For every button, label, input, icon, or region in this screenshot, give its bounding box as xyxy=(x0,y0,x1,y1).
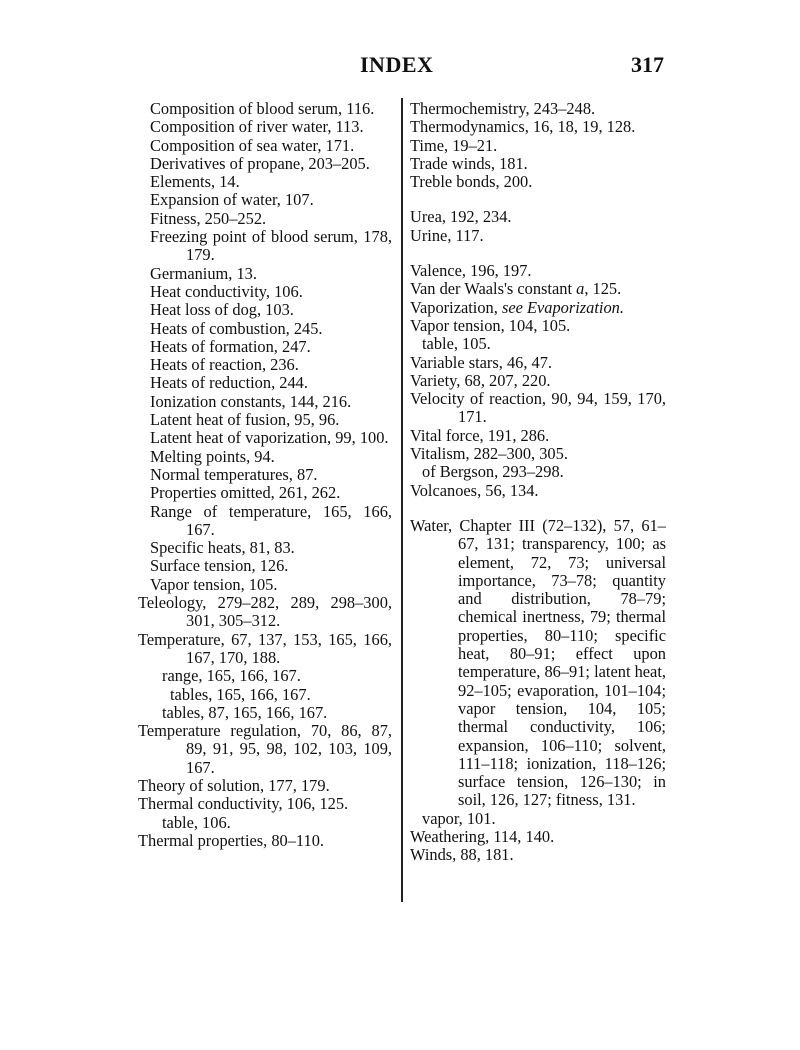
index-column-right xyxy=(410,100,666,865)
index-entry: Variety, 68, 207, 220. xyxy=(410,370,551,390)
index-entry: Melting points, 94. xyxy=(150,446,275,466)
index-entry: Vapor tension, 104, 105. xyxy=(410,315,571,335)
index-entry: Temperature, 67, 137, 153, 165, 166, 167, 170, 188. xyxy=(138,629,392,667)
index-entry: Germanium, 13. xyxy=(150,263,257,283)
index-entry: Volcanoes, 56, 134. xyxy=(410,480,539,500)
index-entry: Thermal conductivity, 106, 125. xyxy=(138,794,349,814)
index-entry: Surface tension, 126. xyxy=(150,556,289,576)
index-entry: Ionization constants, 144, 216. xyxy=(150,391,352,411)
page-header xyxy=(0,52,800,82)
index-entry: Derivatives of propane, 203–205. xyxy=(150,153,370,173)
index-entry: Specific heats, 81, 83. xyxy=(150,538,295,558)
index-entry: Fitness, 250–252. xyxy=(150,208,267,228)
index-section-gap xyxy=(410,245,666,262)
index-entry: Treble bonds, 200. xyxy=(410,172,533,192)
index-entry: Vapor tension, 105. xyxy=(150,574,278,594)
index-entry: Heats of formation, 247. xyxy=(150,336,311,356)
index-entry: Composition of sea water, 171. xyxy=(150,135,355,155)
index-entry: Thermochemistry, 243–248. xyxy=(410,99,596,118)
index-entry: Trade winds, 181. xyxy=(410,153,528,173)
index-entry: Theory of solution, 177, 179. xyxy=(138,775,330,795)
index-entry: Time, 19–21. xyxy=(410,135,498,155)
index-entry: Range of temperature, 165, 166, 167. xyxy=(150,501,392,539)
index-entry: table, 105. xyxy=(422,334,491,354)
index-entry: Water, Chapter III (72–132), 57, 61–67, 131; transparency, 100; as element, 72, 73; universal importance, 73–78; quantity and distribution, 78–79; chemical inertness, 79; thermal properties, 80–110; specific heat, 80–91; effect upon temperature, 86–91; latent heat, 92–105; evaporation, 101–104; vapor tension, 104, 105; thermal conductivity, 106; expansion, 106–110; solvent, 111–118; ionization, 118–126; surface tension, 126–130; in soil, 126, 127; fitness, 131. xyxy=(410,515,666,810)
index-entry: Properties omitted, 261, 262. xyxy=(150,483,341,503)
index-entry: Thermodynamics, 16, 18, 19, 128. xyxy=(410,117,636,137)
column-divider xyxy=(401,98,403,902)
index-entry: vapor, 101. xyxy=(422,808,496,828)
index-entry: of Bergson, 293–298. xyxy=(422,462,564,482)
index-entry: Vitalism, 282–300, 305. xyxy=(410,444,568,464)
index-entry: Van der Waals's constant a, 125. xyxy=(410,279,622,299)
index-entry: Expansion of water, 107. xyxy=(150,190,314,210)
index-entry: Vital force, 191, 286. xyxy=(410,425,550,445)
index-entry: Latent heat of fusion, 95, 96. xyxy=(150,410,340,430)
index-entry: Elements, 14. xyxy=(150,172,240,192)
index-entry: Teleology, 279–282, 289, 298–300, 301, 305–312. xyxy=(138,593,392,631)
index-entry: Thermal properties, 80–110. xyxy=(138,830,325,850)
index-entry: Heats of combustion, 245. xyxy=(150,318,323,338)
index-entry: Composition of river water, 113. xyxy=(150,117,364,137)
index-entry: Freezing point of blood serum, 178, 179. xyxy=(150,227,392,265)
index-entry: Vaporization, see Evaporization. xyxy=(410,297,624,317)
index-entry: Weathering, 114, 140. xyxy=(410,826,555,846)
index-entry: Urine, 117. xyxy=(410,225,484,245)
index-entry: Valence, 196, 197. xyxy=(410,261,532,281)
index-column-left xyxy=(138,100,392,850)
index-entry: tables, 165, 166, 167. xyxy=(170,684,311,704)
index-section-gap xyxy=(410,191,666,208)
index-entry: Variable stars, 46, 47. xyxy=(410,352,553,372)
index-entry: Temperature regulation, 70, 86, 87, 89, 91, 95, 98, 102, 103, 109, 167. xyxy=(138,721,392,777)
page-number: 317 xyxy=(631,52,664,77)
index-entry: Heats of reaction, 236. xyxy=(150,355,299,375)
index-section-gap xyxy=(410,500,666,517)
index-entry: Heats of reduction, 244. xyxy=(150,373,308,393)
index-entry: Winds, 88, 181. xyxy=(410,845,514,865)
index-entry: table, 106. xyxy=(162,812,231,832)
index-entry: Composition of blood serum, 116. xyxy=(150,99,375,118)
page-title: INDEX xyxy=(360,52,434,77)
index-entry: range, 165, 166, 167. xyxy=(162,666,301,686)
index-entry: Velocity of reaction, 90, 94, 159, 170, 171. xyxy=(410,389,666,427)
index-entry: Urea, 192, 234. xyxy=(410,207,512,227)
index-entry: Heat loss of dog, 103. xyxy=(150,300,294,320)
index-entry: Normal temperatures, 87. xyxy=(150,464,318,484)
index-entry: tables, 87, 165, 166, 167. xyxy=(162,702,328,722)
index-entry: Latent heat of vaporization, 99, 100. xyxy=(150,428,389,448)
index-entry: Heat conductivity, 106. xyxy=(150,281,303,301)
